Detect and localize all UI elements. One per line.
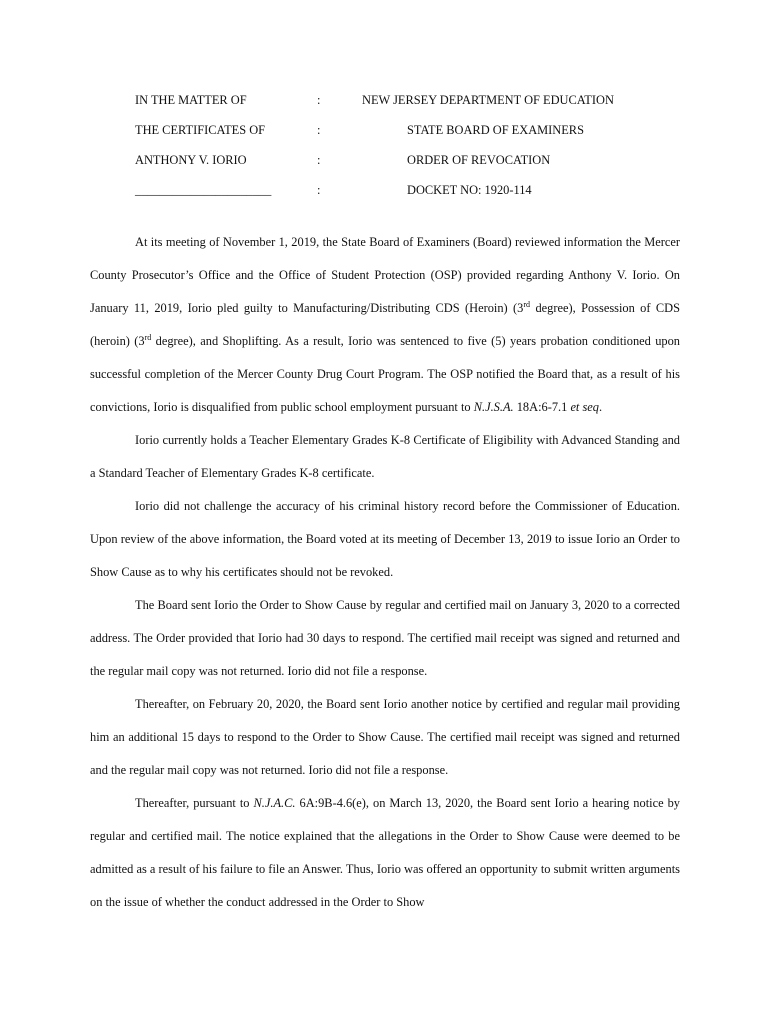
superscript: rd xyxy=(144,333,152,342)
caption-left-text: IN THE MATTER OF xyxy=(135,93,247,107)
caption-left-text: ANTHONY V. IORIO xyxy=(135,153,247,167)
document-body xyxy=(90,226,680,919)
caption-row xyxy=(0,182,770,198)
caption-right-text: NEW JERSEY DEPARTMENT OF EDUCATION xyxy=(362,93,614,107)
paragraph-certificates: Iorio currently holds a Teacher Elementary Grades K-8 Certificate of Eligibility with Advanced Standing and a Standard Teacher of Elementary Grades K-8 certificate. xyxy=(90,433,680,480)
paragraph-order-to-show-cause: Iorio did not challenge the accuracy of his criminal history record before the Commissioner of Education. Upon review of the above information, the Board voted at its meeting of December 13, 2019 to issue Iorio an Order to Show Cause as to why his certificates should not be revoked. xyxy=(90,499,680,579)
caption-row xyxy=(0,92,770,108)
text-run: degree), and Shoplifting. As a result, Iorio was sentenced to five (5) years probation conditioned upon successful completion of the Mercer County Drug Court Program. The OSP notified the Board that, as a result of his convictions, Iorio is disqualified from public school employment pursuant to xyxy=(90,334,680,414)
statute-citation: N.J.S.A. xyxy=(473,400,514,414)
caption-right-text: STATE BOARD OF EXAMINERS xyxy=(407,123,584,137)
paragraph-hearing-notice xyxy=(90,787,680,919)
superscript: rd xyxy=(523,300,531,309)
caption-row xyxy=(0,122,770,138)
caption-right-text: ORDER OF REVOCATION xyxy=(407,153,551,167)
caption-colon: : xyxy=(317,183,321,197)
regulation-citation: N.J.A.C. xyxy=(253,796,296,810)
paragraph-first-notice: The Board sent Iorio the Order to Show Cause by regular and certified mail on January 3, 2020 to a corrected address. The Order provided that Iorio had 30 days to respond. The certified mail receipt was signed and returned and the regular mail copy was not returned. Iorio did not file a response. xyxy=(90,598,680,678)
text-run: . xyxy=(599,400,603,414)
text-run: At its meeting of November 1, 2019, the State Board of Examiners (Board) reviewed information the Mercer County Prosecutor’s Office and the Office of Student Protection (OSP) provided regarding Anthony V. Iorio. On January 11, 2019, Iorio pled guilty to Manufacturing/Distributing CDS (Heroin) (3 xyxy=(90,235,680,315)
caption-left-text: THE CERTIFICATES OF xyxy=(135,123,266,137)
caption-signature-line: ______________________ xyxy=(135,183,272,197)
text-run: degree), Possession of CDS (heroin) (3 xyxy=(90,301,681,348)
caption-row xyxy=(0,152,770,168)
text-run: 18A:6-7.1 xyxy=(513,400,571,414)
caption-colon: : xyxy=(317,123,321,137)
caption-colon: : xyxy=(317,153,321,167)
caption-colon: : xyxy=(317,93,321,107)
paragraph-findings xyxy=(90,226,680,424)
paragraph-second-notice: Thereafter, on February 20, 2020, the Board sent Iorio another notice by certified and regular mail providing him an additional 15 days to respond to the Order to Show Cause. The certified mail receipt was signed and returned and the regular mail copy was not returned. Iorio did not file a response. xyxy=(90,697,680,777)
docket-number: DOCKET NO: 1920-114 xyxy=(407,183,532,197)
et-seq: et seq xyxy=(570,400,599,414)
text-run: 6A:9B-4.6(e), on March 13, 2020, the Board sent Iorio a hearing notice by regular and certified mail. The notice explained that the allegations in the Order to Show Cause were deemed to be admitted as a result of his failure to file an Answer. Thus, Iorio was offered an opportunity to submit written arguments on the issue of whether the conduct addressed in the Order to Show xyxy=(90,796,680,909)
text-run: Thereafter, pursuant to xyxy=(135,796,254,810)
